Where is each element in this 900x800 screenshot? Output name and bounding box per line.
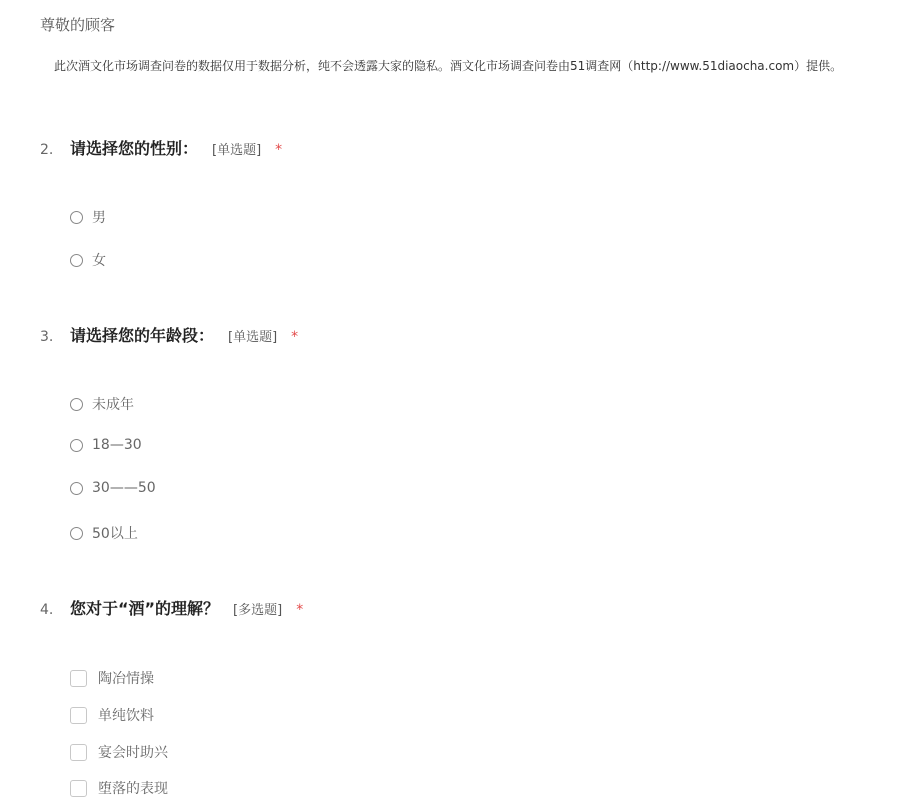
option-wine-cultivate[interactable]: [70, 668, 154, 688]
required-mark: *: [296, 602, 304, 618]
checkbox[interactable]: [70, 670, 87, 687]
question-3: [40, 323, 298, 346]
option-label: 50以上: [92, 526, 138, 542]
question-3-header: [40, 323, 298, 346]
option-age-50-plus[interactable]: [70, 523, 138, 543]
option-age-30-50[interactable]: [70, 480, 156, 496]
required-mark: *: [275, 142, 283, 158]
question-4: [40, 596, 303, 619]
option-wine-decadent[interactable]: [70, 778, 168, 798]
option-age-18-30[interactable]: [70, 437, 142, 453]
option-label: 男: [92, 210, 106, 226]
radio-button[interactable]: [70, 439, 83, 452]
checkbox[interactable]: [70, 780, 87, 797]
checkbox[interactable]: [70, 744, 87, 761]
option-label: 堕落的表现: [98, 781, 168, 797]
intro-text: 此次酒文化市场调查问卷的数据仅用于数据分析，纯不会透露大家的隐私。酒文化市场调查问卷由51调查网（http://www.51diaocha.com）提供。: [54, 59, 843, 73]
question-title: 请选择您的性别：: [70, 139, 199, 158]
option-wine-banquet[interactable]: [70, 742, 168, 762]
option-label: 陶冶情操: [98, 671, 154, 687]
question-number: 2.: [40, 142, 54, 158]
question-2-header: [40, 136, 282, 159]
question-title: 您对于“酒”的理解？: [70, 599, 220, 618]
radio-button[interactable]: [70, 211, 83, 224]
question-type: [多选题]: [233, 603, 283, 618]
required-mark: *: [291, 329, 299, 345]
option-label: 18—30: [92, 437, 142, 453]
radio-button[interactable]: [70, 254, 83, 267]
option-label: 宴会时助兴: [98, 745, 168, 761]
option-label: 单纯饮料: [98, 708, 154, 724]
option-label: 女: [92, 253, 106, 269]
option-wine-beverage[interactable]: [70, 705, 154, 725]
option-label: 未成年: [92, 397, 134, 413]
question-type: [单选题]: [212, 143, 262, 158]
question-type: [单选题]: [228, 330, 278, 345]
question-title: 请选择您的年龄段：: [70, 326, 215, 345]
option-age-minor[interactable]: [70, 394, 134, 414]
question-2: [40, 136, 282, 159]
option-label: 30——50: [92, 480, 156, 496]
checkbox[interactable]: [70, 707, 87, 724]
question-number: 4.: [40, 602, 54, 618]
option-gender-male[interactable]: [70, 207, 106, 227]
question-4-header: [40, 596, 303, 619]
question-number: 3.: [40, 329, 54, 345]
greeting: 尊敬的顾客: [40, 16, 116, 34]
option-gender-female[interactable]: [70, 250, 106, 270]
radio-button[interactable]: [70, 398, 83, 411]
radio-button[interactable]: [70, 482, 83, 495]
radio-button[interactable]: [70, 527, 83, 540]
